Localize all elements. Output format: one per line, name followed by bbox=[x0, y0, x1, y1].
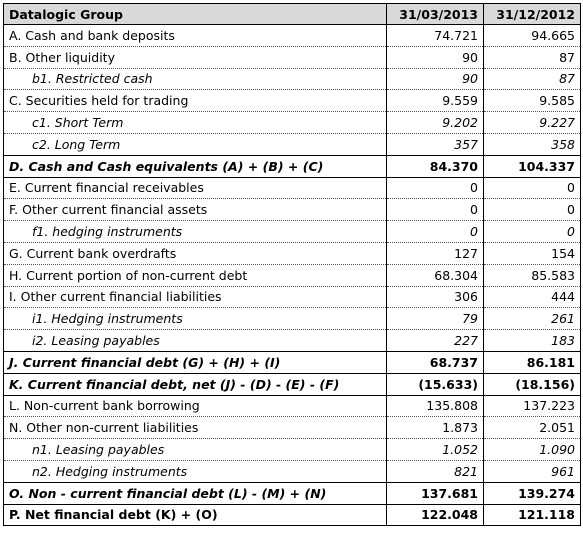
table-row bbox=[4, 199, 581, 221]
table-row bbox=[4, 90, 581, 112]
row-label: O. Non - current financial debt (L) - (M) + (N) bbox=[4, 482, 387, 504]
table-row bbox=[4, 133, 581, 155]
table-row bbox=[4, 351, 581, 373]
row-value-2012: 85.583 bbox=[484, 264, 581, 286]
row-value-2012: 87 bbox=[484, 68, 581, 90]
table-row bbox=[4, 482, 581, 504]
table-row bbox=[4, 46, 581, 68]
row-value-2013: 122.048 bbox=[387, 504, 484, 526]
row-value-2013: 127 bbox=[387, 242, 484, 264]
row-value-2013: 306 bbox=[387, 286, 484, 308]
row-value-2012: 9.227 bbox=[484, 112, 581, 134]
header-date-col2: 31/12/2012 bbox=[484, 4, 581, 25]
row-value-2012: 121.118 bbox=[484, 504, 581, 526]
net-financial-position-table bbox=[3, 3, 581, 526]
row-value-2012: 87 bbox=[484, 46, 581, 68]
row-value-2012: 261 bbox=[484, 308, 581, 330]
table-row bbox=[4, 25, 581, 47]
header-group-label: Datalogic Group bbox=[4, 4, 387, 25]
table-row bbox=[4, 395, 581, 417]
row-value-2013: 79 bbox=[387, 308, 484, 330]
row-label: c1. Short Term bbox=[4, 112, 387, 134]
row-label: P. Net financial debt (K) + (O) bbox=[4, 504, 387, 526]
row-label: E. Current financial receivables bbox=[4, 177, 387, 199]
row-value-2013: 9.559 bbox=[387, 90, 484, 112]
row-label: A. Cash and bank deposits bbox=[4, 25, 387, 47]
row-value-2013: (15.633) bbox=[387, 373, 484, 395]
row-label: H. Current portion of non-current debt bbox=[4, 264, 387, 286]
row-label: L. Non-current bank borrowing bbox=[4, 395, 387, 417]
row-value-2013: 84.370 bbox=[387, 155, 484, 177]
table-row bbox=[4, 504, 581, 526]
table-row bbox=[4, 373, 581, 395]
row-value-2012: 961 bbox=[484, 460, 581, 482]
row-value-2012: 154 bbox=[484, 242, 581, 264]
row-label: J. Current financial debt (G) + (H) + (I) bbox=[4, 351, 387, 373]
row-value-2012: 0 bbox=[484, 177, 581, 199]
row-label: n2. Hedging instruments bbox=[4, 460, 387, 482]
row-value-2012: 9.585 bbox=[484, 90, 581, 112]
row-value-2012: 86.181 bbox=[484, 351, 581, 373]
table-row bbox=[4, 330, 581, 352]
row-value-2013: 135.808 bbox=[387, 395, 484, 417]
header-date-col1: 31/03/2013 bbox=[387, 4, 484, 25]
row-value-2012: 444 bbox=[484, 286, 581, 308]
row-value-2013: 0 bbox=[387, 221, 484, 243]
row-value-2012: 0 bbox=[484, 221, 581, 243]
row-value-2012: 0 bbox=[484, 199, 581, 221]
row-value-2012: 183 bbox=[484, 330, 581, 352]
table-row bbox=[4, 155, 581, 177]
table-row bbox=[4, 68, 581, 90]
row-label: I. Other current financial liabilities bbox=[4, 286, 387, 308]
row-value-2012: 139.274 bbox=[484, 482, 581, 504]
row-label: B. Other liquidity bbox=[4, 46, 387, 68]
row-value-2012: 104.337 bbox=[484, 155, 581, 177]
row-value-2013: 68.737 bbox=[387, 351, 484, 373]
row-value-2012: 94.665 bbox=[484, 25, 581, 47]
row-value-2013: 821 bbox=[387, 460, 484, 482]
table-header-row bbox=[4, 4, 581, 25]
table-row bbox=[4, 112, 581, 134]
table-row bbox=[4, 308, 581, 330]
table-row bbox=[4, 264, 581, 286]
row-value-2013: 90 bbox=[387, 46, 484, 68]
row-label: F. Other current financial assets bbox=[4, 199, 387, 221]
table-row bbox=[4, 177, 581, 199]
row-value-2012: 1.090 bbox=[484, 439, 581, 461]
row-value-2013: 74.721 bbox=[387, 25, 484, 47]
row-value-2012: 358 bbox=[484, 133, 581, 155]
row-label: n1. Leasing payables bbox=[4, 439, 387, 461]
row-label: f1. hedging instruments bbox=[4, 221, 387, 243]
row-value-2012: 137.223 bbox=[484, 395, 581, 417]
row-value-2013: 137.681 bbox=[387, 482, 484, 504]
row-value-2013: 227 bbox=[387, 330, 484, 352]
row-value-2013: 68.304 bbox=[387, 264, 484, 286]
table-row bbox=[4, 221, 581, 243]
row-value-2013: 9.202 bbox=[387, 112, 484, 134]
row-label: c2. Long Term bbox=[4, 133, 387, 155]
table-row bbox=[4, 242, 581, 264]
row-value-2013: 0 bbox=[387, 177, 484, 199]
row-value-2013: 1.052 bbox=[387, 439, 484, 461]
row-label: N. Other non-current liabilities bbox=[4, 417, 387, 439]
row-value-2013: 0 bbox=[387, 199, 484, 221]
table-body bbox=[4, 25, 581, 526]
row-value-2013: 90 bbox=[387, 68, 484, 90]
row-label: b1. Restricted cash bbox=[4, 68, 387, 90]
row-value-2012: (18.156) bbox=[484, 373, 581, 395]
table-row bbox=[4, 460, 581, 482]
row-value-2013: 1.873 bbox=[387, 417, 484, 439]
row-label: K. Current financial debt, net (J) - (D) - (E) - (F) bbox=[4, 373, 387, 395]
row-label: G. Current bank overdrafts bbox=[4, 242, 387, 264]
row-value-2013: 357 bbox=[387, 133, 484, 155]
row-value-2012: 2.051 bbox=[484, 417, 581, 439]
table-row bbox=[4, 417, 581, 439]
table-row bbox=[4, 439, 581, 461]
row-label: D. Cash and Cash equivalents (A) + (B) + (C) bbox=[4, 155, 387, 177]
row-label: i2. Leasing payables bbox=[4, 330, 387, 352]
row-label: C. Securities held for trading bbox=[4, 90, 387, 112]
table-row bbox=[4, 286, 581, 308]
row-label: i1. Hedging instruments bbox=[4, 308, 387, 330]
